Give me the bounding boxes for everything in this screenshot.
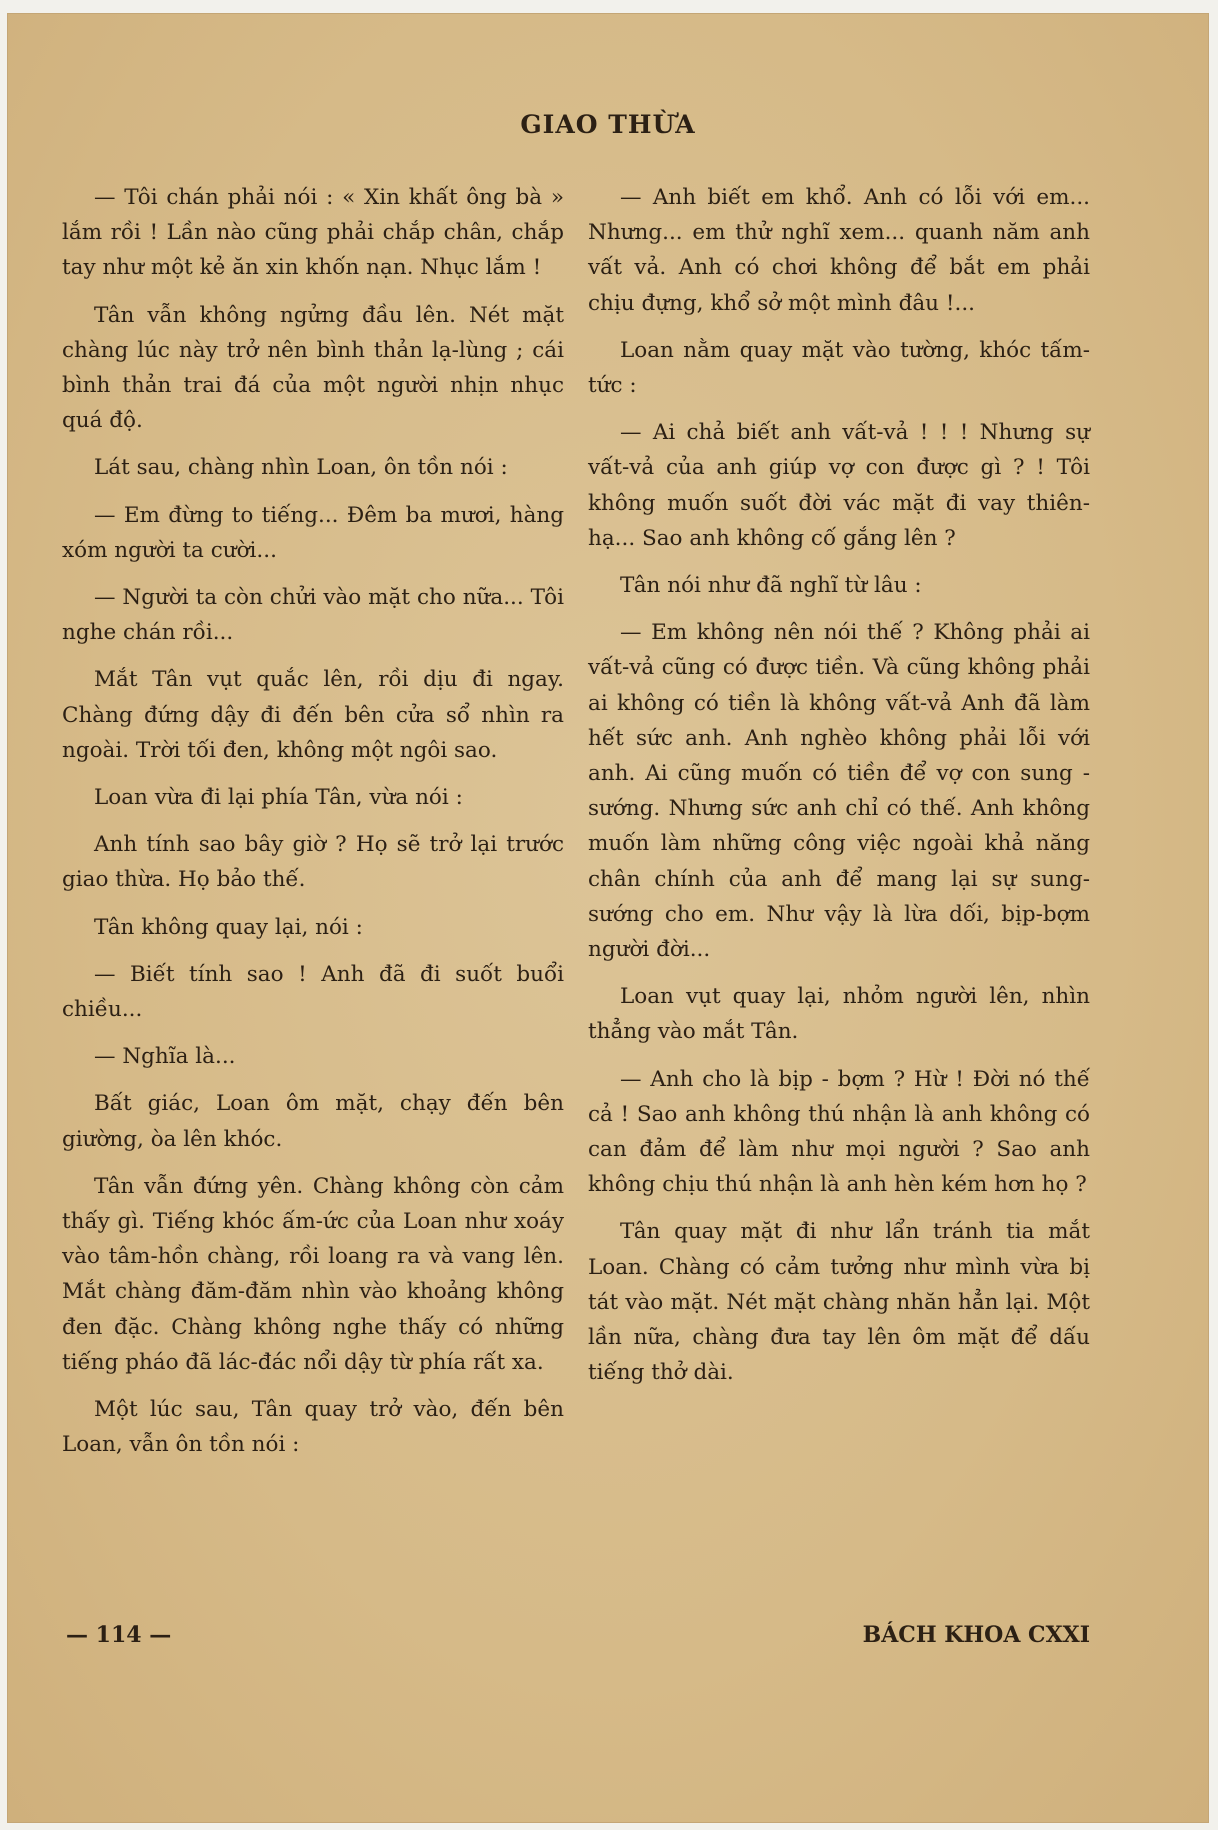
left-column bbox=[62, 180, 564, 1475]
paragraph: Bất giác, Loan ôm mặt, chạy đến bên giường, òa lên khóc. bbox=[62, 1091, 564, 1152]
page-number: — 114 — bbox=[66, 1622, 172, 1648]
paragraph: Tân vẫn đứng yên. Chàng không còn cảm thấy gì. Tiếng khóc ấm-ức của Loan như xoáy vào tâm-hồn chàng, rồi loang ra và vang lên. Mắt chàng đăm-đăm nhìn vào khoảng không đen đặc. Chàng không nghe thấy có những tiếng pháo đã lác-đác nổi dậy từ phía rất xa. bbox=[62, 1173, 564, 1375]
paragraph: Tân nói như đã nghĩ từ lâu : bbox=[620, 573, 922, 599]
paragraph: — Người ta còn chửi vào mặt cho nữa... Tôi nghe chán rồi... bbox=[62, 585, 564, 646]
paragraph: Mắt Tân vụt quắc lên, rồi dịu đi ngay. Chàng đứng dậy đi đến bên cửa sổ nhìn ra ngoài. Trời tối đen, không một ngôi sao. bbox=[62, 667, 564, 763]
publication-name: BÁCH KHOA CXXI bbox=[862, 1622, 1090, 1648]
paragraph: — Nghĩa là... bbox=[94, 1044, 236, 1070]
paragraph: Tân vẫn không ngửng đầu lên. Nét mặt chàng lúc này trở nên bình thản lạ-lùng ; cái bình thản trai đá của một người nhịn nhục quá độ. bbox=[62, 302, 564, 434]
paragraph: Loan vừa đi lại phía Tân, vừa nói : bbox=[94, 785, 463, 811]
paragraph: Anh tính sao bây giờ ? Họ sẽ trở lại trước giao thừa. Họ bảo thế. bbox=[62, 832, 564, 893]
paragraph: Loan nằm quay mặt vào tường, khóc tấm-tức : bbox=[588, 337, 1090, 399]
paragraph: — Em đừng to tiếng... Đêm ba mươi, hàng xóm người ta cười... bbox=[62, 502, 564, 563]
paragraph: — Biết tính sao ! Anh đã đi suốt buổi chiều... bbox=[62, 961, 564, 1023]
right-column bbox=[588, 180, 1090, 1403]
paragraph: Tân không quay lại, nói : bbox=[94, 914, 363, 940]
paragraph: Loan vụt quay lại, nhỏm người lên, nhìn thẳng vào mắt Tân. bbox=[588, 984, 1090, 1045]
page-title: GIAO THỪA bbox=[520, 110, 696, 139]
paragraph: Tân quay mặt đi như lẩn tránh tia mắt Loan. Chàng có cảm tưởng như mình vừa bị tát vào mặt. Nét mặt chàng nhăn hẳn lại. Một lần nữa, chàng đưa tay lên ôm mặt để dấu tiếng thở dài. bbox=[588, 1219, 1090, 1386]
paragraph: Lát sau, chàng nhìn Loan, ôn tồn nói : bbox=[94, 455, 508, 481]
document-page bbox=[8, 14, 1208, 1822]
paragraph: — Ai chả biết anh vất-vả ! ! ! Nhưng sự vất-vả của anh giúp vợ con được gì ? ! Tôi không muốn suốt đời vác mặt đi vay thiên-hạ... Sao anh không cố gắng lên ? bbox=[588, 420, 1090, 551]
paragraph: Một lúc sau, Tân quay trở vào, đến bên Loan, vẫn ôn tồn nói : bbox=[62, 1397, 564, 1458]
paragraph: — Anh cho là bịp - bợm ? Hừ ! Đời nó thế cả ! Sao anh không thú nhận là anh không có can đảm để làm như mọi người ? Sao anh không chịu thú nhận là anh hèn kém hơn họ ? bbox=[588, 1066, 1090, 1198]
paragraph: — Anh biết em khổ. Anh có lỗi với em... Nhưng... em thử nghĩ xem... quanh năm anh vất vả. Anh có chơi không để bắt em phải chịu đựng, khổ sở một mình đâu !... bbox=[588, 185, 1090, 316]
paragraph: — Tôi chán phải nói : « Xin khất ông bà » lắm rồi ! Lần nào cũng phải chắp chân, chắp tay như một kẻ ăn xin khốn nạn. Nhục lắm ! bbox=[62, 185, 564, 281]
paragraph: — Em không nên nói thế ? Không phải ai vất-vả cũng có được tiền. Và cũng không phải ai không có tiền là không vất-vả Anh đã làm hết sức anh. Anh nghèo không phải lỗi với anh. Ai cũng muốn có tiền để vợ con sung - sướng. Nhưng sức anh chỉ có thế. Anh không muốn làm những công việc ngoài khả năng chân chính của anh để mang lại sự sung-sướng cho em. Như vậy là lừa dối, bịp-bợm người đời... bbox=[588, 620, 1090, 963]
